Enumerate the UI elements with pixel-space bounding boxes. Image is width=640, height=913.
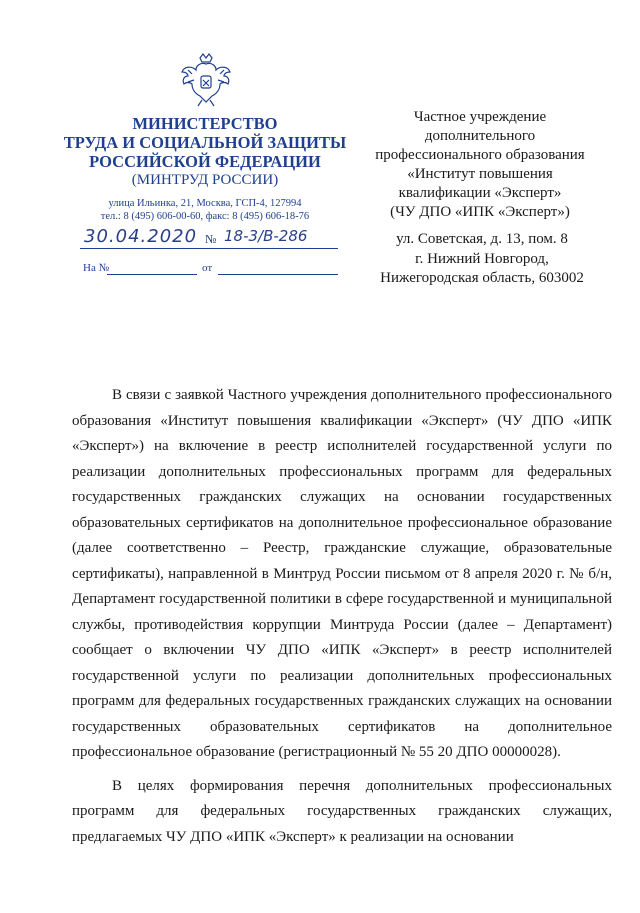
recipient-line: дополнительного bbox=[424, 128, 536, 144]
recipient-address-line: ул. Советская, д. 13, пом. 8 bbox=[396, 231, 568, 247]
ministry-name bbox=[60, 114, 350, 189]
letter-body bbox=[72, 383, 612, 858]
ministry-short-name: (МИНТРУД РОССИИ) bbox=[131, 172, 279, 188]
recipient-line: Частное учреждение bbox=[413, 109, 547, 125]
recipient-line: квалификации «Эксперт» bbox=[398, 185, 562, 201]
recipient-block bbox=[360, 108, 600, 222]
recipient-address-line: Нижегородская область, 603002 bbox=[380, 270, 584, 286]
recipient-line: профессионального образования bbox=[375, 147, 585, 163]
body-paragraph: В целях формирования перечня дополнительных профессиональных программ для федеральных государственных гражданских служащих, предлагаемых ЧУ ДПО «ИПК «Эксперт» к реализации на основании bbox=[72, 777, 612, 845]
reply-from-rule bbox=[218, 274, 338, 275]
recipient-line: (ЧУ ДПО «ИПК «Эксперт») bbox=[390, 204, 570, 220]
number-sign: № bbox=[205, 232, 217, 246]
coat-of-arms-icon bbox=[178, 50, 234, 110]
sender-street: улица Ильинка, 21, Москва, ГСП-4, 127994 bbox=[108, 198, 302, 209]
ministry-line: МИНИСТЕРСТВО bbox=[132, 114, 278, 133]
registration-rule bbox=[80, 248, 338, 249]
sender-phones: тел.: 8 (495) 606-00-60, факс: 8 (495) 606-18-76 bbox=[100, 210, 310, 222]
recipient-address bbox=[352, 230, 612, 289]
ministry-line: ТРУДА И СОЦИАЛЬНОЙ ЗАЩИТЫ bbox=[63, 133, 347, 152]
registration-line bbox=[60, 226, 360, 250]
recipient-line: «Институт повышения bbox=[407, 166, 553, 182]
ministry-line: РОССИЙСКОЙ ФЕДЕРАЦИИ bbox=[89, 152, 321, 171]
reply-reference bbox=[60, 262, 360, 280]
reply-number-rule bbox=[107, 274, 197, 275]
body-paragraph: В связи с заявкой Частного учреждения дополнительного профессионального образования «Институт повышения квалификации «Эксперт» (ЧУ ДПО «ИПК «Эксперт») на включение в реестр исполнителей государственной услуги по реализации дополнительных профессиональных программ для федеральных государственных гражданских служащих на основании государственных образовательных сертификатов на дополнительное профессиональное образование (далее соответственно – Реестр, гражданские служащие, образовательные сертификаты), направленной в Минтруд России письмом от 8 апреля 2020 г. № б/н, Департамент государственной политики в сфере государственной и муниципальной службы, противодействия коррупции Минтруда России (далее – Департамент) сообщает о включении ЧУ ДПО «ИПК «Эксперт» в реестр исполнителей государственной услуги по реализации дополнительных профессиональных программ для федеральных государственных гражданских служащих на основании государственных образовательных сертификатов на дополнительное профессиональное образование (регистрационный № 55 20 ДПО 00000028). bbox=[72, 387, 612, 760]
reply-from-label: от bbox=[202, 262, 213, 274]
recipient-address-line: г. Нижний Новгород, bbox=[415, 250, 549, 267]
sender-address bbox=[60, 198, 350, 223]
registration-date: 30.04.2020 bbox=[84, 226, 198, 247]
registration-number: 18-3/В-286 bbox=[224, 227, 308, 245]
reply-number-label: На № bbox=[83, 262, 110, 274]
